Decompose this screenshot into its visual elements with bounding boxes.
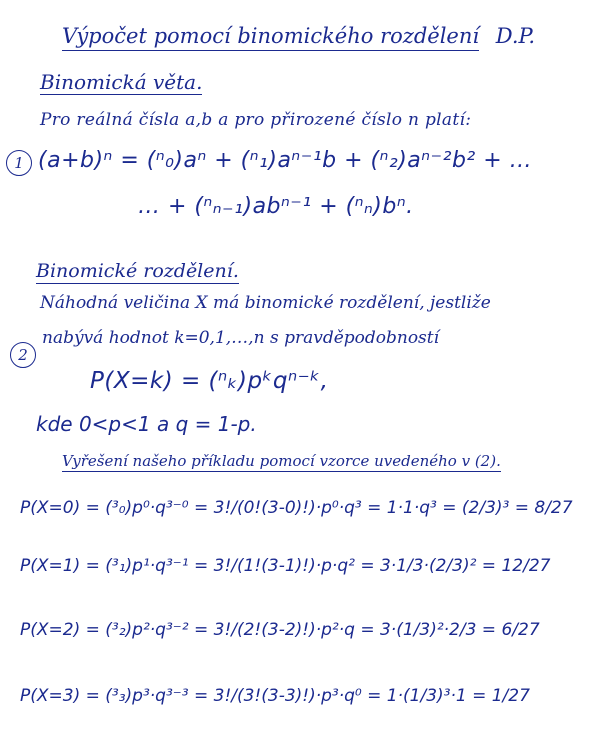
binomial-theorem-line1: (a+b)ⁿ = (ⁿ₀)aⁿ + (ⁿ₁)aⁿ⁻¹b + (ⁿ₂)aⁿ⁻²b² + … [38,148,533,173]
equation-2-number-label: 2 [18,346,28,364]
page-title-group [62,26,535,47]
section1-heading: Binomická věta. [40,70,203,94]
parameter-condition: kde 0<p<1 a q = 1-p. [36,412,257,436]
solution-row-2: P(X=2) = (³₂)p²·q³⁻² = 3!/(2!(3-2)!)·p²·q = 3·(1/3)²·2/3 = 6/27 [20,620,540,640]
section2-text-line1: Náhodná veličina X má binomické rozdělení, jestliže [40,293,491,313]
solution-row-0: P(X=0) = (³₀)p⁰·q³⁻⁰ = 3!/(0!(3-0)!)·p⁰·q³ = 1·1·q³ = (2/3)³ = 8/27 [20,498,573,518]
solution-row-3: P(X=3) = (³₃)p³·q³⁻³ = 3!/(3!(3-3)!)·p³·q⁰ = 1·(1/3)³·1 = 1/27 [20,686,530,706]
solution-row-1: P(X=1) = (³₁)p¹·q³⁻¹ = 3!/(1!(3-1)!)·p·q² = 3·1/3·(2/3)² = 12/27 [20,556,551,576]
binomial-theorem-line2: … + (ⁿₙ₋₁)abⁿ⁻¹ + (ⁿₙ)bⁿ. [138,194,414,219]
binomial-distribution-formula: P(X=k) = (ⁿₖ)pᵏqⁿ⁻ᵏ, [90,368,329,394]
page-title: Výpočet pomocí binomického rozdělení [62,24,479,51]
equation-1-number [6,150,32,176]
solution-heading: Vyřešení našeho příkladu pomocí vzorce uvedeného v (2). [62,452,501,470]
section2-heading: Binomické rozdělení. [36,260,239,282]
section1-intro: Pro reálná čísla a,b a pro přirozené číslo n platí: [40,110,472,130]
author-initials: D.P. [495,24,536,48]
section2-text-line2: nabývá hodnot k=0,1,…,n s pravděpodobností [42,328,440,348]
equation-1-number-label: 1 [14,154,24,172]
equation-2-number [10,342,36,368]
